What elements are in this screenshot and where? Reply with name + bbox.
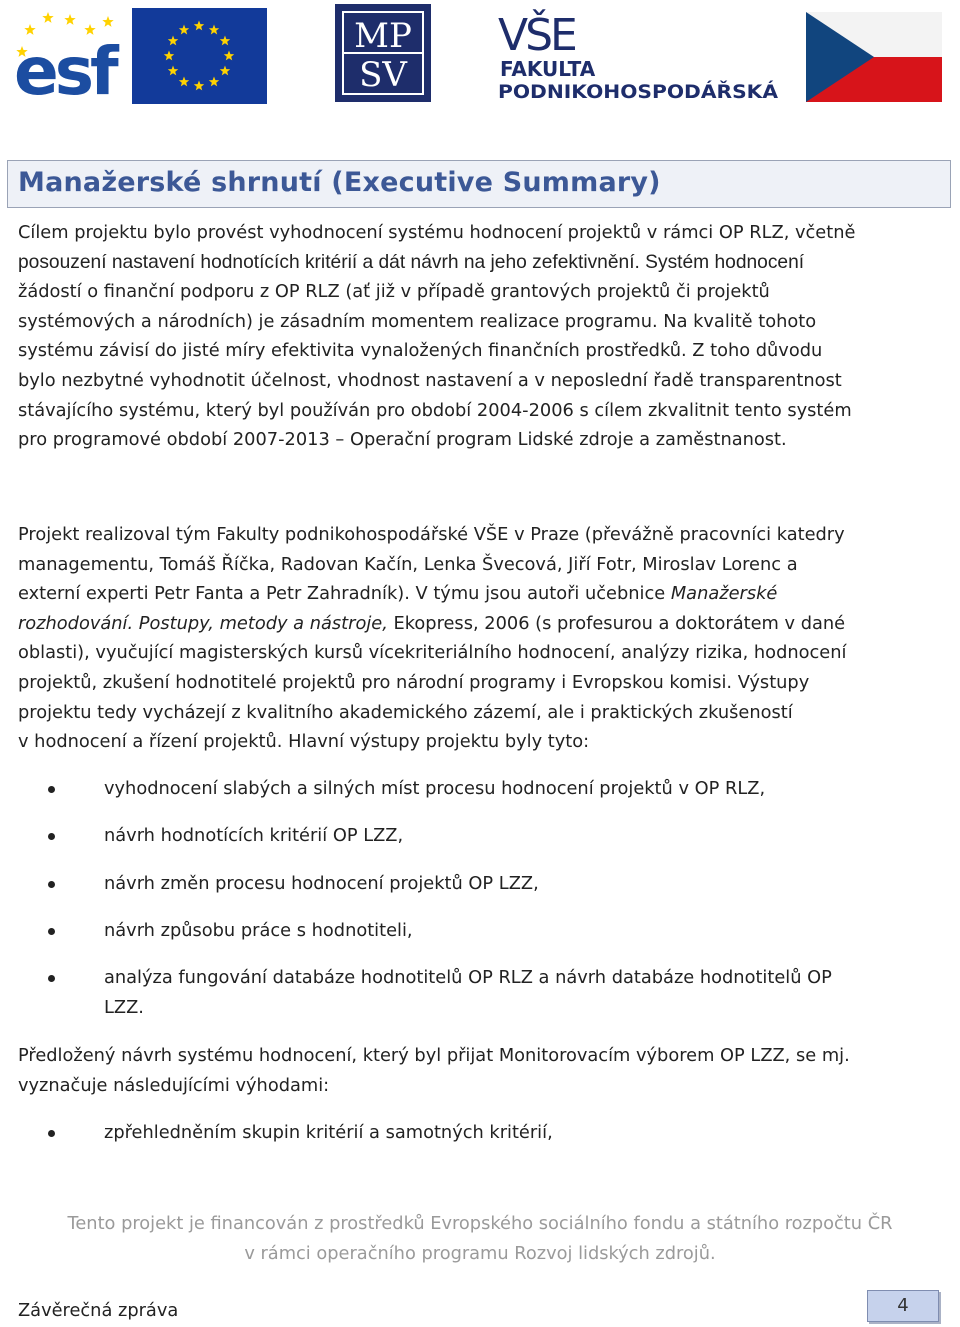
book-title-part: Manažerské xyxy=(670,583,778,605)
intro-line: žádostí o finanční podporu z OP RLZ (ať již v případě grantových projektů či projektů xyxy=(18,281,770,303)
intro-paragraph xyxy=(18,218,942,455)
mpsv-logo-bottom: SV xyxy=(359,55,407,95)
advantages-line: vyznačuje následujícími výhodami: xyxy=(18,1074,330,1096)
intro-line: systému závisí do jisté míry efektivita vynaložených finančních prostředků. Z toho důvodu xyxy=(18,340,823,362)
intro-line: bylo nezbytné vyhodnotit účelnost, vhodnost nastavení a v neposlední řadě transparentnost xyxy=(18,369,842,391)
team-line: projektů, zkušení hodnotitelé projektů pro národní programy i Evropskou komisi. Výstupy xyxy=(18,671,810,693)
intro-line: posouzení nastavení hodnotících kritérií a dát návrh na jeho zefektivnění. Systém hodnocení xyxy=(18,251,805,273)
team-line: Projekt realizoval tým Fakulty podnikohospodářské VŠE v Praze (převážně pracovníci katedry xyxy=(18,524,845,545)
vse-logo-mark: VŠE xyxy=(498,10,575,61)
list-item xyxy=(0,774,960,821)
bullet-icon xyxy=(48,833,55,840)
page-number: 4 xyxy=(867,1290,939,1322)
list-item-text: návrh způsobu práce s hodnotiteli, xyxy=(104,919,413,941)
logo-header xyxy=(0,0,960,110)
list-item xyxy=(0,916,960,963)
czech-flag xyxy=(806,12,942,102)
book-title-part: rozhodování. Postupy, metody a nástroje, xyxy=(18,612,388,634)
intro-line: Cílem projektu bylo provést vyhodnocení systému hodnocení projektů v rámci OP RLZ, včetně xyxy=(18,222,856,243)
intro-line: systémových a národních) je zásadním momentem realizace programu. Na kvalitě tohoto xyxy=(18,310,817,332)
funding-line: Tento projekt je financován z prostředků Evropského sociálního fondu a státního rozpočtu ČR xyxy=(67,1213,893,1234)
mpsv-logo xyxy=(335,4,431,102)
list-item xyxy=(0,821,960,868)
intro-line: pro programové období 2007-2013 – Operační program Lidské zdroje a zaměstnanost. xyxy=(18,429,787,451)
team-line-text: Ekopress, 2006 (s profesurou a doktorátem v dané xyxy=(387,612,846,634)
vse-logo-line2: PODNIKOHOSPODÁŘSKÁ xyxy=(498,81,761,102)
funding-line: v rámci operačního programu Rozvoj lidských zdrojů. xyxy=(244,1243,716,1264)
list-item-text: návrh hodnotících kritérií OP LZZ, xyxy=(104,825,404,847)
star-icon xyxy=(64,14,75,25)
mpsv-logo-top: MP xyxy=(354,16,412,56)
vse-logo-line1: FAKULTA xyxy=(500,57,596,81)
team-line: oblasti), vyučující magisterských kursů vícekriteriálního hodnocení, analýzy rizika, hodnocení xyxy=(18,642,847,664)
list-item xyxy=(0,1118,960,1165)
intro-line: stávajícího systému, který byl používán pro období 2004-2006 s cílem zkvalitnit tento systém xyxy=(18,399,852,421)
team-line: projektu tedy vycházejí z kvalitního akademického zázemí, ale i praktických zkušeností xyxy=(18,701,793,723)
funding-footer xyxy=(0,1209,960,1269)
bullet-icon xyxy=(48,975,55,982)
list-item-text: LZZ. xyxy=(104,996,144,1018)
vse-logo xyxy=(498,8,780,102)
team-paragraph xyxy=(18,520,942,757)
section-title-box xyxy=(7,160,951,208)
bullet-icon xyxy=(48,1130,55,1137)
star-icon xyxy=(102,16,113,27)
bullet-icon xyxy=(48,786,55,793)
esf-logo-text: esf xyxy=(14,33,115,104)
report-label: Závěrečná zpráva xyxy=(18,1300,179,1321)
star-icon xyxy=(42,12,53,23)
advantages-paragraph xyxy=(18,1041,942,1100)
list-item xyxy=(0,869,960,916)
list-item-text: analýza fungování databáze hodnotitelů OP RLZ a návrh databáze hodnotitelů OP xyxy=(104,967,832,989)
section-title: Manažerské shrnutí (Executive Summary) xyxy=(18,167,661,198)
team-line: v hodnocení a řízení projektů. Hlavní výstupy projektu byly tyto: xyxy=(18,731,590,753)
outputs-list xyxy=(0,774,960,1040)
team-line xyxy=(18,579,942,609)
advantages-list xyxy=(0,1118,960,1165)
advantages-line: Předložený návrh systému hodnocení, který byl přijat Monitorovacím výborem OP LZZ, se mj. xyxy=(18,1045,850,1066)
list-item-text: návrh změn procesu hodnocení projektů OP LZZ, xyxy=(104,872,539,894)
team-line: managementu, Tomáš Říčka, Radovan Kačín, Lenka Švecová, Jiří Fotr, Miroslav Lorenc a xyxy=(18,553,798,575)
team-line xyxy=(18,609,942,639)
list-item-text: zpřehledněním skupin kritérií a samotných kritérií, xyxy=(104,1122,553,1143)
bullet-icon xyxy=(48,928,55,935)
esf-logo xyxy=(12,8,267,104)
team-line-text: externí experti Petr Fanta a Petr Zahradník). V týmu jsou autoři učebnice xyxy=(18,583,671,605)
list-item xyxy=(0,963,960,1040)
bullet-icon xyxy=(48,881,55,888)
list-item-text: vyhodnocení slabých a silných míst procesu hodnocení projektů v OP RLZ, xyxy=(104,778,766,799)
